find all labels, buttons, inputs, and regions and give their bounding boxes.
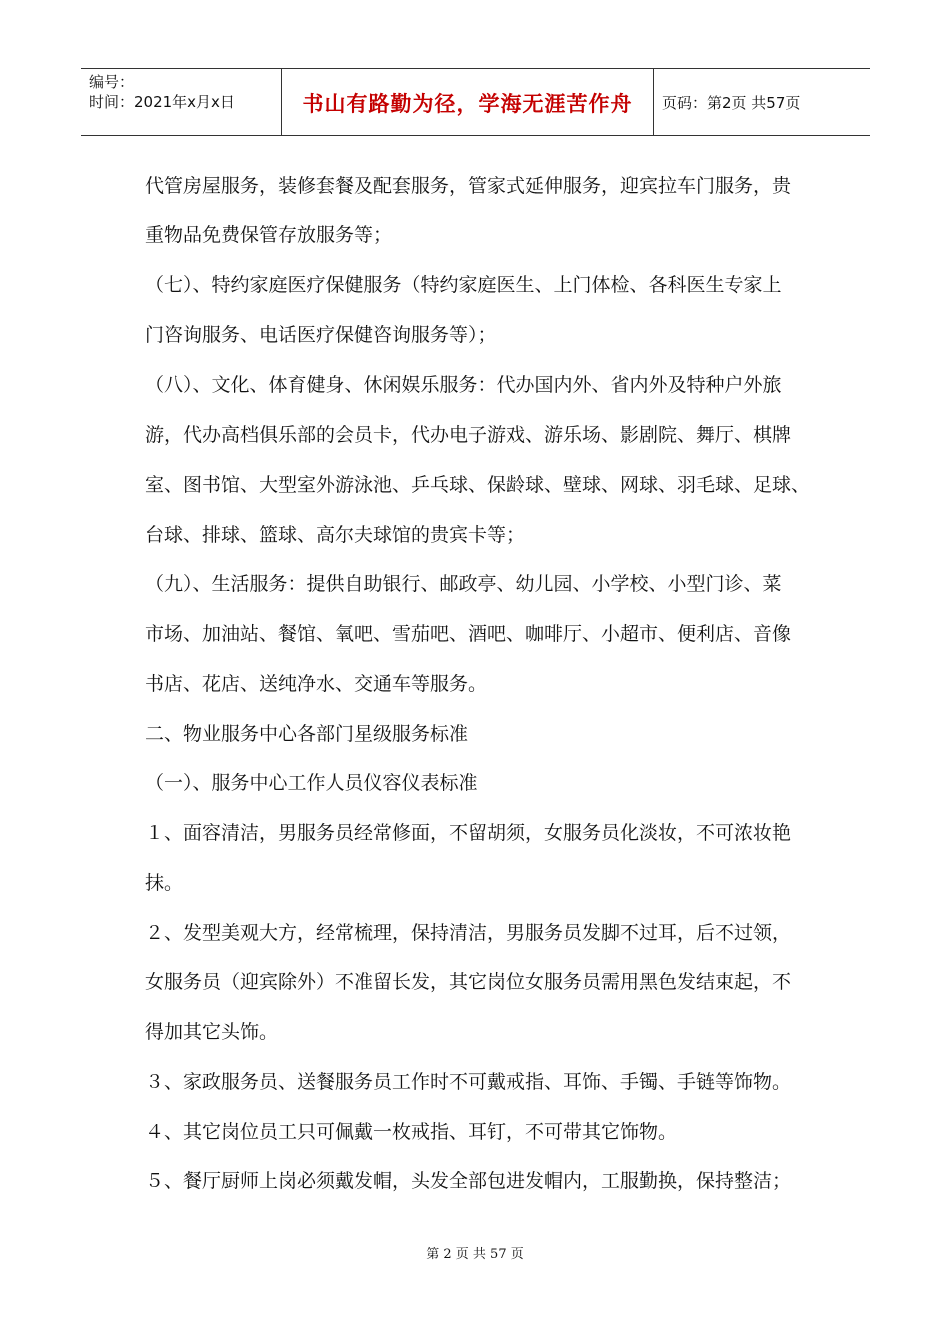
header-motto-cell xyxy=(282,69,654,135)
header-motto: 书山有路勤为径，学海无涯苦作舟 xyxy=(302,92,633,116)
body-line: 书店、花店、送纯净水、交通车等服务。 xyxy=(145,673,488,695)
subsection-heading: （一）、服务中心工作人员仪容仪表标准 xyxy=(145,772,478,794)
body-line: １、面容清洁，男服务员经常修面，不留胡须，女服务员化淡妆，不可浓妆艳 xyxy=(145,822,792,844)
body-line: 游，代办高档俱乐部的会员卡，代办电子游戏、游乐场、影剧院、舞厅、棋牌 xyxy=(145,424,792,446)
body-line: 重物品免费保管存放服务等； xyxy=(145,224,393,246)
body-line: （八）、文化、体育健身、休闲娱乐服务：代办国内外、省内外及特种户外旅 xyxy=(145,374,782,396)
document-date: 时间：2021年x月x日 xyxy=(89,93,235,111)
body-line: 代管房屋服务，装修套餐及配套服务，管家式延伸服务，迎宾拉车门服务，贵 xyxy=(145,175,792,197)
body-line: 门咨询服务、电话医疗保健咨询服务等）； xyxy=(145,324,497,346)
body-line: 台球、排球、篮球、高尔夫球馆的贵宾卡等； xyxy=(145,524,526,546)
document-header xyxy=(81,68,870,136)
body-line: 女服务员（迎宾除外）不准留长发，其它岗位女服务员需用黑色发结束起，不 xyxy=(145,971,792,993)
body-line: 市场、加油站、餐馆、氧吧、雪茄吧、酒吧、咖啡厅、小超市、便利店、音像 xyxy=(145,623,792,645)
body-line: ２、发型美观大方，经常梳理，保持清洁，男服务员发脚不过耳，后不过领， xyxy=(145,922,792,944)
document-number-label: 编号： xyxy=(89,73,135,91)
header-page-code: 页码：第2页 共57页 xyxy=(662,94,801,112)
body-line: 得加其它头饰。 xyxy=(145,1021,279,1043)
body-line: （九）、生活服务：提供自助银行、邮政亭、幼儿园、小学校、小型门诊、菜 xyxy=(145,573,782,595)
header-page-cell xyxy=(654,69,870,135)
section-heading: 二、物业服务中心各部门星级服务标准 xyxy=(145,723,469,745)
body-line: ３、家政服务员、送餐服务员工作时不可戴戒指、耳饰、手镯、手链等饰物。 xyxy=(145,1071,792,1093)
page-footer: 第 2 页 共 57 页 xyxy=(426,1247,524,1262)
body-line: （七）、特约家庭医疗保健服务（特约家庭医生、上门体检、各科医生专家上 xyxy=(145,274,782,296)
header-left-cell xyxy=(81,69,282,135)
body-line: ４、其它岗位员工只可佩戴一枚戒指、耳钉，不可带其它饰物。 xyxy=(145,1121,678,1143)
body-line: 抹。 xyxy=(145,872,184,894)
body-line: ５、餐厅厨师上岗必须戴发帽，头发全部包进发帽内，工服勤换，保持整洁； xyxy=(145,1170,792,1192)
body-line: 室、图书馆、大型室外游泳池、乒乓球、保龄球、壁球、网球、羽毛球、足球、 xyxy=(145,474,811,496)
